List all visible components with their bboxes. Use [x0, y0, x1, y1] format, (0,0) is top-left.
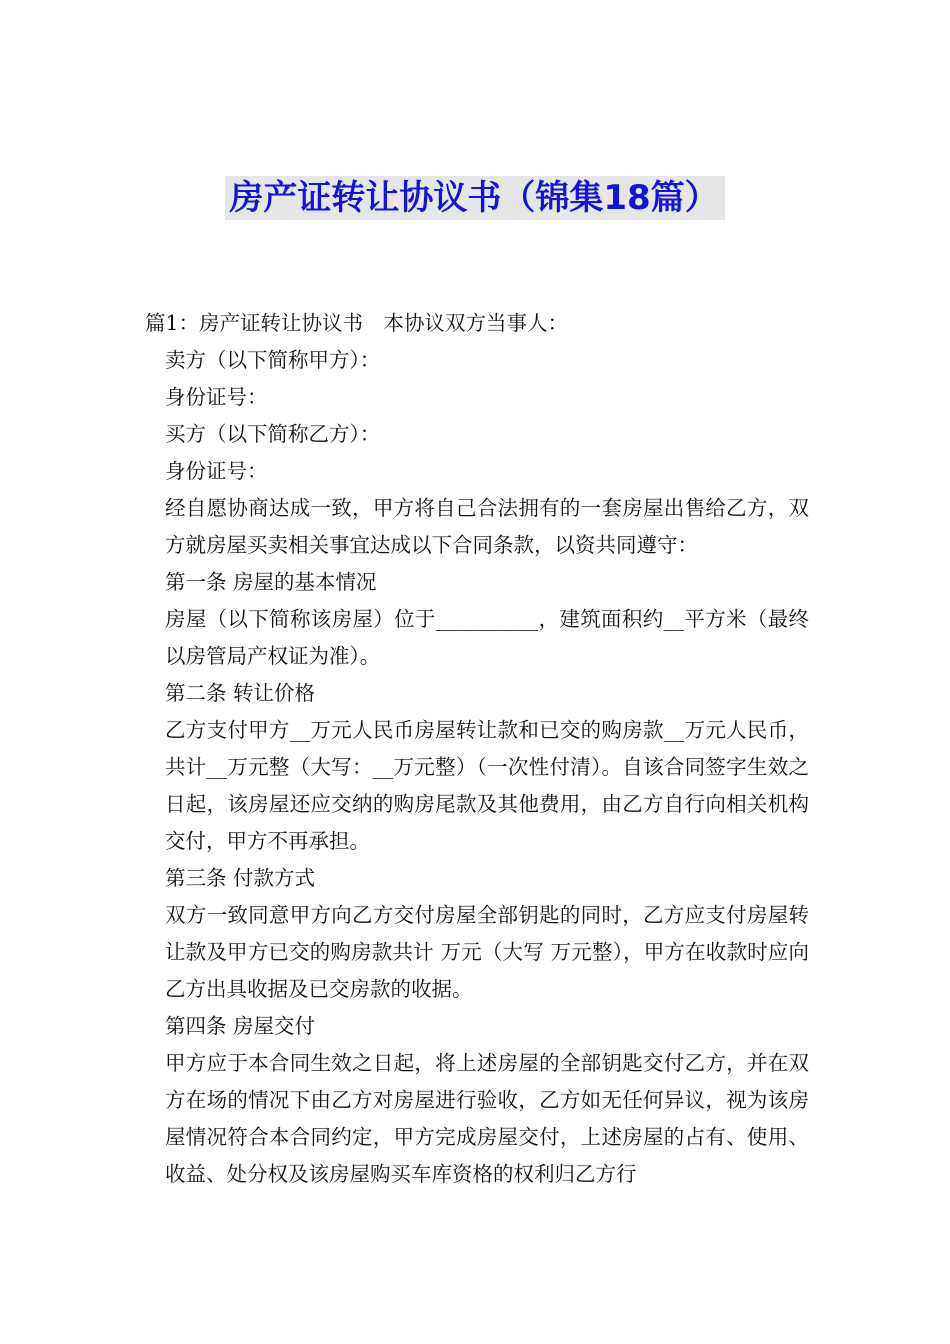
paragraph-agreement: 经自愿协商达成一致，甲方将自己合法拥有的一套房屋出售给乙方，双方就房屋买卖相关事宜达成以下合同条款，以资共同遵守： — [165, 496, 809, 557]
clause-heading-4: 第四条 房屋交付 — [165, 1014, 316, 1038]
paragraph-delivery: 甲方应于本合同生效之日起，将上述房屋的全部钥匙交付乙方，并在双方在场的情况下由乙方对房屋进行验收，乙方如无任何异议，视为该房屋情况符合本合同约定，甲方完成房屋交付，上述房屋的占有、使用、收益、处分权及该房屋购买车库资格的权利归乙方行 — [165, 1051, 809, 1186]
paragraph-payment: 双方一致同意甲方向乙方交付房屋全部钥匙的同时，乙方应支付房屋转让款及甲方已交的购房款共计 万元（大写 万元整），甲方在收款时应向乙方出具收据及已交房款的收据。 — [165, 903, 809, 1001]
paragraph-intro: 篇1：房产证转让协议书 本协议双方当事人： — [145, 311, 569, 335]
clause-heading-3: 第三条 付款方式 — [165, 866, 316, 890]
document-title: 房产证转让协议书（锦集18篇） — [225, 176, 724, 220]
clause-heading-2: 第二条 转让价格 — [165, 681, 316, 705]
paragraph-price: 乙方支付甲方__万元人民币房屋转让款和已交的购房款__万元人民币，共计__万元整（大写：__万元整）（一次性付清）。自该合同签字生效之日起，该房屋还应交纳的购房尾款及其他费用，由乙方自行向相关机构交付，甲方不再承担。 — [165, 718, 809, 853]
paragraph-seller: 卖方（以下简称甲方）： — [165, 348, 381, 372]
title-container — [0, 176, 950, 220]
paragraph-buyer: 买方（以下简称乙方）： — [165, 422, 381, 446]
clause-heading-1: 第一条 房屋的基本情况 — [165, 570, 377, 594]
paragraph-buyer-id: 身份证号： — [165, 459, 268, 483]
document-body — [145, 305, 809, 1193]
paragraph-house-info: 房屋（以下简称该房屋）位于__________，建筑面积约__平方米（最终以房管局产权证为准）。 — [165, 607, 809, 668]
paragraph-seller-id: 身份证号： — [165, 385, 268, 409]
